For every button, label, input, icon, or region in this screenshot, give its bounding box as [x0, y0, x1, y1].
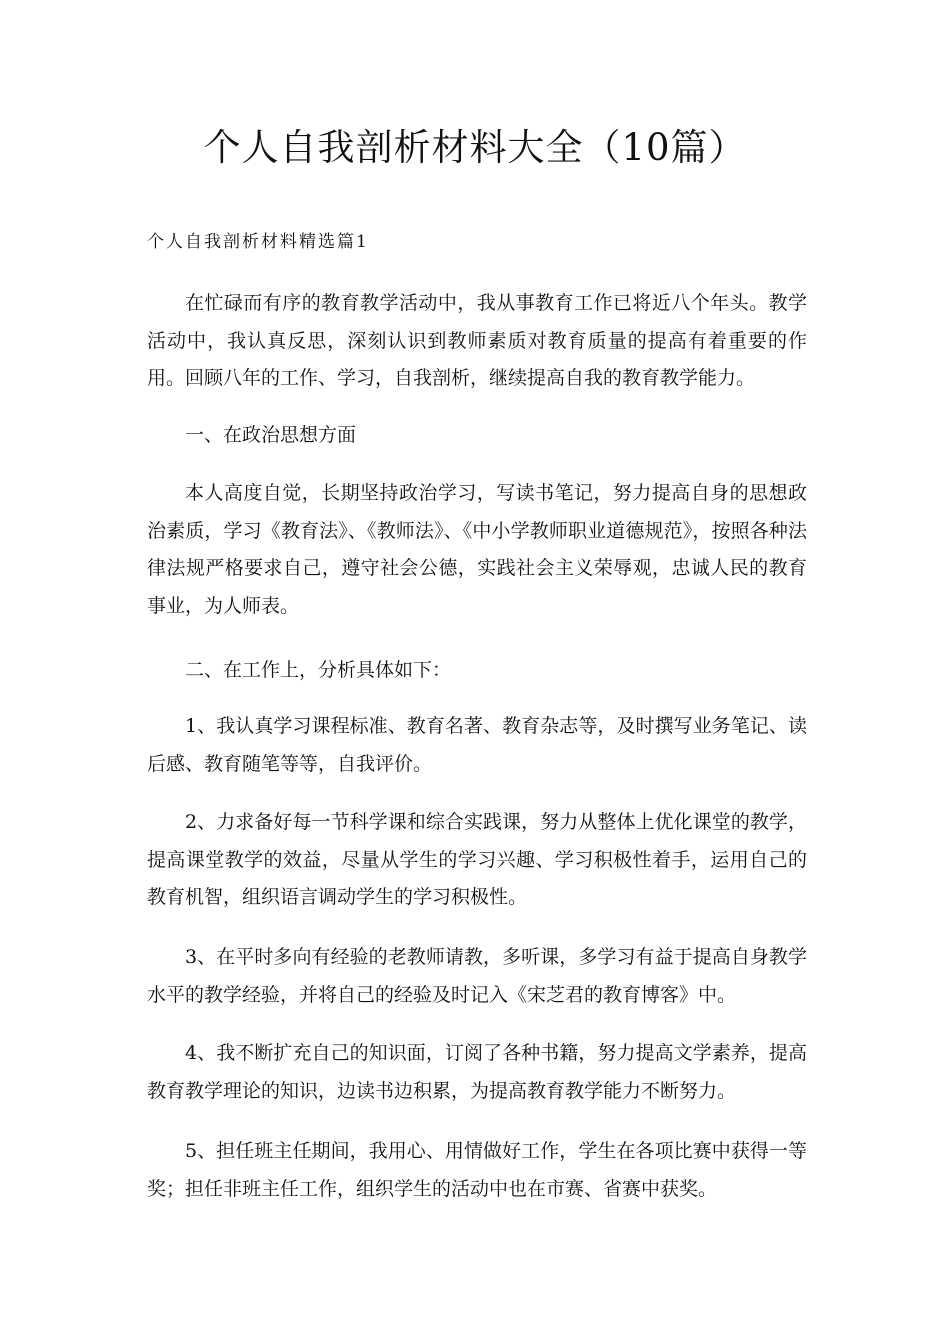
section-subtitle: 个人自我剖析材料精选篇1 — [147, 232, 369, 252]
paragraph-item-2: 2、力求备好每一节科学课和综合实践课，努力从整体上优化课堂的教学，提高课堂教学的效益，尽量从学生的学习兴趣、学习积极性着手，运用自己的教育机智，组织语言调动学生的学习积极性。 — [147, 811, 807, 908]
document-title: 个人自我剖析材料大全（10篇） — [203, 126, 747, 169]
paragraph-politics: 本人高度自觉，长期坚持政治学习，写读书笔记，努力提高自身的思想政治素质，学习《教育法》、《教师法》、《中小学教师职业道德规范》，按照各种法律法规严格要求自己，遵守社会公德，实践社会主义荣辱观，忠诚人民的教育事业，为人师表。 — [147, 482, 807, 617]
paragraph-item-1: 1、我认真学习课程标准、教育名著、教育杂志等，及时撰写业务笔记、读后感、教育随笔等等，自我评价。 — [147, 715, 807, 775]
paragraph-heading-politics: 一、在政治思想方面 — [185, 424, 357, 446]
paragraph-item-5: 5、担任班主任期间，我用心、用情做好工作，学生在各项比赛中获得一等奖；担任非班主任工作，组织学生的活动中也在市赛、省赛中获奖。 — [147, 1140, 807, 1200]
paragraph-item-4: 4、我不断扩充自己的知识面，订阅了各种书籍，努力提高文学素养，提高教育教学理论的知识，边读书边积累，为提高教育教学能力不断努力。 — [147, 1042, 807, 1102]
paragraph-item-3: 3、在平时多向有经验的老教师请教，多听课，多学习有益于提高自身教学水平的教学经验，并将自己的经验及时记入《宋芝君的教育博客》中。 — [147, 946, 807, 1006]
paragraph-heading-work: 二、在工作上，分析具体如下： — [185, 659, 452, 681]
paragraph-intro: 在忙碌而有序的教育教学活动中，我从事教育工作已将近八个年头。教学活动中，我认真反思，深刻认识到教师素质对教育质量的提高有着重要的作用。回顾八年的工作、学习，自我剖析，继续提高自我的教育教学能力。 — [147, 292, 807, 389]
